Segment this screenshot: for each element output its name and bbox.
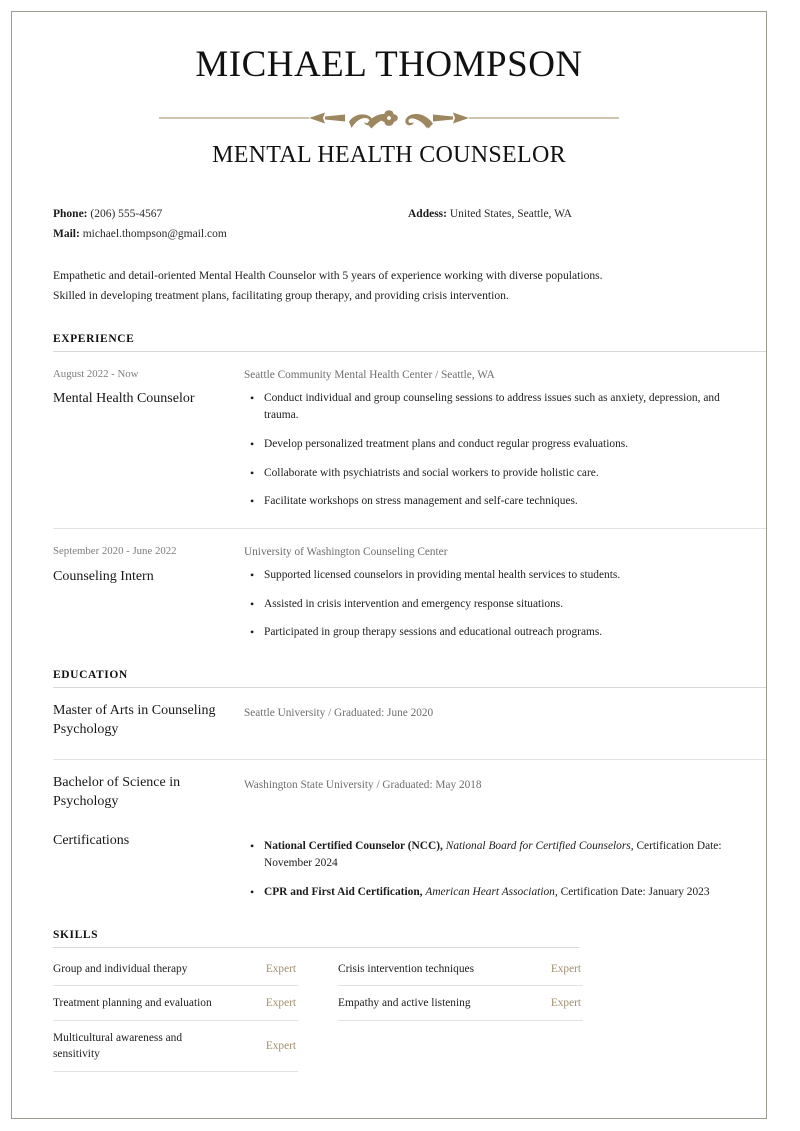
phone-row bbox=[53, 204, 408, 224]
skill-item bbox=[338, 952, 583, 987]
skill-level: Expert bbox=[265, 997, 296, 1010]
resume-content bbox=[12, 45, 766, 1072]
education-section-title: EDUCATION bbox=[53, 669, 128, 682]
skill-name: Treatment planning and evaluation bbox=[53, 997, 212, 1010]
address-label: Addess: bbox=[408, 207, 447, 220]
education-section bbox=[42, 669, 736, 902]
professional-summary: Empathetic and detail-oriented Mental Health Counselor with 5 years of experience working with diverse populations. Skilled in developing treatment plans, facilitating group therapy, and providing crisis intervention. bbox=[53, 268, 603, 302]
certifications-body bbox=[244, 832, 736, 902]
experience-date: September 2020 - June 2022 bbox=[53, 545, 177, 558]
list-item: • Develop personalized treatment plans and conduct regular progress evaluations. bbox=[244, 436, 736, 454]
skill-level: Expert bbox=[550, 962, 581, 975]
page-title: MICHAEL THOMPSON bbox=[195, 44, 583, 85]
phone-label: Phone: bbox=[53, 207, 88, 220]
section-divider bbox=[53, 947, 579, 948]
experience-section-title: EXPERIENCE bbox=[53, 332, 135, 345]
education-degree: Master of Arts in Counseling Psychology bbox=[53, 703, 216, 737]
experience-entry bbox=[53, 529, 736, 642]
experience-org: Seattle Community Mental Health Center / Seattle, WA bbox=[244, 368, 495, 381]
education-school: Seattle University / Graduated: June 2020 bbox=[244, 707, 434, 720]
flourish-divider-icon bbox=[42, 107, 736, 129]
experience-entry-meta bbox=[53, 367, 244, 511]
skill-level: Expert bbox=[550, 997, 581, 1010]
education-entry-meta bbox=[53, 702, 244, 740]
education-entry-body bbox=[244, 774, 736, 812]
experience-entry-body bbox=[244, 367, 736, 511]
education-degree: Bachelor of Science in Psychology bbox=[53, 774, 181, 809]
list-item: • Facilitate workshops on stress management and self-care techniques. bbox=[244, 493, 736, 511]
experience-role: Mental Health Counselor bbox=[53, 391, 195, 407]
list-item bbox=[244, 838, 736, 873]
resume-page bbox=[11, 11, 767, 1119]
experience-entry bbox=[53, 352, 736, 511]
skill-level: Expert bbox=[265, 1040, 296, 1053]
experience-entry-body bbox=[244, 544, 736, 642]
education-entry-body bbox=[244, 702, 736, 740]
education-entry bbox=[53, 688, 736, 742]
skill-level: Expert bbox=[265, 962, 296, 975]
certifications-label: Certifications bbox=[53, 832, 130, 848]
certification-name: CPR and First Aid Certification, bbox=[264, 885, 423, 898]
list-item: • Participated in group therapy sessions and educational outreach programs. bbox=[244, 624, 736, 642]
skill-item bbox=[338, 986, 583, 1021]
mail-label: Mail: bbox=[53, 227, 80, 240]
skill-name: Multicultural awareness and sensitivity bbox=[53, 1031, 183, 1061]
certifications-entry bbox=[53, 814, 736, 902]
skills-section bbox=[42, 929, 736, 1072]
certification-name: National Certified Counselor (NCC), bbox=[264, 839, 443, 852]
contact-right-column bbox=[408, 204, 736, 244]
list-item: • Assisted in crisis intervention and emergency response situations. bbox=[244, 596, 736, 614]
contact-left-column bbox=[53, 204, 408, 244]
mail-row bbox=[53, 224, 408, 244]
skill-name: Crisis intervention techniques bbox=[338, 962, 475, 975]
certification-org: American Heart Association, bbox=[425, 885, 558, 898]
certification-detail: Certification Date: January 2023 bbox=[560, 885, 710, 898]
list-item: • Collaborate with psychiatrists and social workers to provide holistic care. bbox=[244, 465, 736, 483]
skill-item bbox=[53, 986, 298, 1021]
list-item: • Supported licensed counselors in providing mental health services to students. bbox=[244, 567, 736, 585]
list-item bbox=[244, 884, 736, 902]
certifications-label-wrap bbox=[53, 832, 244, 902]
education-entry-meta bbox=[53, 774, 244, 812]
skill-item bbox=[53, 952, 298, 987]
skills-section-title: SKILLS bbox=[53, 928, 99, 941]
job-title: MENTAL HEALTH COUNSELOR bbox=[212, 141, 566, 168]
skills-grid bbox=[53, 952, 583, 1072]
mail-value[interactable]: michael.thompson@gmail.com bbox=[82, 227, 227, 240]
experience-date: August 2022 - Now bbox=[53, 367, 139, 380]
list-item: • Conduct individual and group counseling sessions to address issues such as anxiety, depression, and trauma. bbox=[244, 390, 736, 425]
phone-value: (206) 555-4567 bbox=[90, 207, 163, 220]
experience-role: Counseling Intern bbox=[53, 568, 154, 584]
certification-org: National Board for Certified Counselors, bbox=[445, 839, 634, 852]
experience-org: University of Washington Counseling Center bbox=[244, 546, 448, 559]
certifications-list bbox=[244, 838, 736, 902]
skill-item-placeholder bbox=[338, 1021, 583, 1072]
education-entry bbox=[53, 760, 736, 814]
address-row bbox=[408, 204, 736, 224]
contact-block bbox=[53, 204, 736, 244]
experience-entry-meta bbox=[53, 544, 244, 642]
skill-item bbox=[53, 1021, 298, 1072]
certification-detail: Certification Date: November 2024 bbox=[264, 839, 722, 870]
experience-bullet-list bbox=[244, 567, 736, 642]
skill-name: Group and individual therapy bbox=[53, 962, 188, 975]
education-school: Washington State University / Graduated: May 2018 bbox=[244, 778, 482, 791]
address-value: United States, Seattle, WA bbox=[449, 207, 572, 220]
experience-section bbox=[42, 333, 736, 642]
skill-name: Empathy and active listening bbox=[338, 997, 471, 1010]
experience-bullet-list bbox=[244, 390, 736, 511]
